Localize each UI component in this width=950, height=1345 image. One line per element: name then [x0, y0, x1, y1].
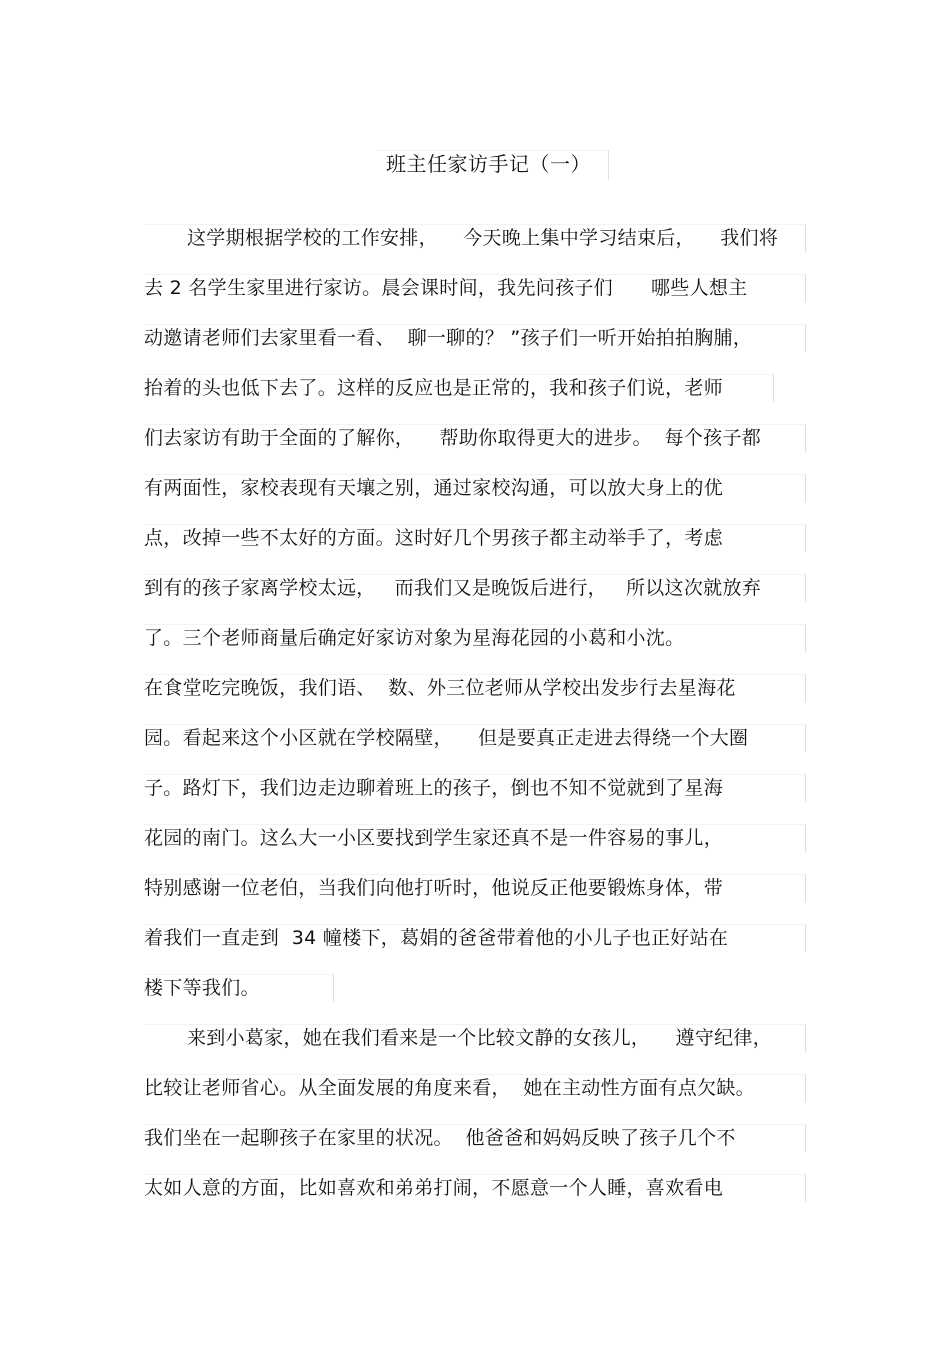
text-line: 花园的南门。这么大一小区要找到学生家还真不是一件容易的事儿，: [144, 827, 724, 849]
text-line: 有两面性，家校表现有天壤之别，通过家校沟通，可以放大身上的优: [144, 477, 724, 499]
text-line: 在食堂吃完晚饭，我们语、 数、外三位老师从学校出发步行去星海花: [144, 677, 736, 699]
text-line: 们去家访有助于全面的了解你， 帮助你取得更大的进步。 每个孩子都: [144, 427, 762, 449]
text-line: 来到小葛家，她在我们看来是一个比较文静的女孩儿， 遵守纪律，: [187, 1027, 773, 1049]
text-line: 到有的孩子家离学校太远， 而我们又是晚饭后进行， 所以这次就放弃: [144, 577, 762, 599]
text-line: 特别感谢一位老伯，当我们向他打听时，他说反正他要锻炼身体，带: [144, 877, 724, 899]
text-line: 园。看起来这个小区就在学校隔壁， 但是要真正走进去得绕一个大圈: [144, 727, 749, 749]
text-line: 这学期根据学校的工作安排， 今天晚上集中学习结束后， 我们将: [187, 227, 779, 249]
text-line: 我们坐在一起聊孩子在家里的状况。 他爸爸和妈妈反映了孩子几个不: [144, 1127, 736, 1149]
text-line: 楼下等我们。: [144, 977, 260, 999]
text-line: 抬着的头也低下去了。这样的反应也是正常的，我和孩子们说，老师: [144, 377, 724, 399]
text-line: 着我们一直走到 34 幢楼下，葛娟的爸爸带着他的小儿子也正好站在: [144, 927, 729, 949]
text-line: 去 2 名学生家里进行家访。晨会课时间，我先问孩子们 哪些人想主: [144, 277, 748, 299]
text-line: 比较让老师省心。从全面发展的角度来看， 她在主动性方面有点欠缺。: [144, 1077, 755, 1099]
text-line: 太如人意的方面，比如喜欢和弟弟打闹，不愿意一个人睡，喜欢看电: [144, 1177, 724, 1199]
text-line: 子。路灯下，我们边走边聊着班上的孩子，倒也不知不觉就到了星海: [144, 777, 724, 799]
text-line: 动邀请老师们去家里看一看、 聊一聊的？ ”孩子们一听开始拍拍胸脯，: [144, 327, 753, 349]
text-line: 了。三个老师商量后确定好家访对象为星海花园的小葛和小沈。: [144, 627, 685, 649]
text-line: 点，改掉一些不太好的方面。这时好几个男孩子都主动举手了，考虑: [144, 527, 724, 549]
document-title: 班主任家访手记（一）: [386, 152, 591, 176]
